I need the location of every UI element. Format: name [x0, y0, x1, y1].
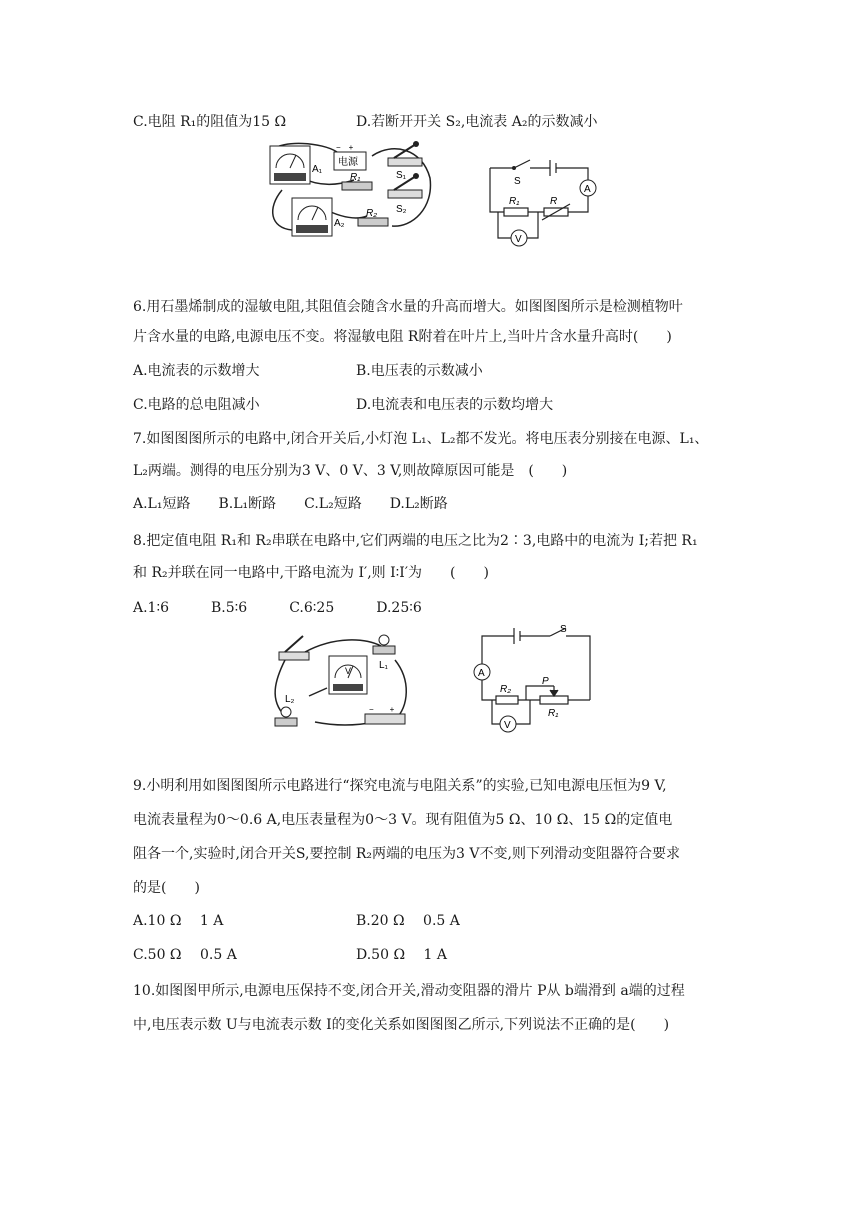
ammeter-icon — [474, 664, 490, 680]
label-p: P — [542, 676, 549, 687]
bulb-l2-icon — [275, 707, 297, 726]
label-a: A — [478, 668, 485, 679]
q6-option-c: C.电路的总电阻减小 — [133, 397, 260, 413]
q8-stem-line2: 和 R₂并联在同一电路中,干路电流为 I′,则 I∶I′为 ( ) — [133, 565, 489, 581]
ammeter-icon — [580, 180, 596, 196]
label-r1: R₁ — [548, 708, 559, 719]
label-r1: R₁ — [350, 172, 361, 183]
q9-option-b: B.20 Ω 0.5 A — [356, 913, 460, 929]
q5-option-d: D.若断开开关 S₂,电流表 A₂的示数减小 — [356, 114, 598, 130]
q9-stem-line1: 9.小明利用如图图图所示电路进行“探究电流与电阻关系”的实验,已知电源电压恒为9 V, — [133, 778, 667, 794]
ammeter-a2-icon — [292, 198, 332, 236]
label-a: A — [584, 184, 591, 195]
label-s2: S₂ — [396, 204, 407, 215]
label-v: V — [345, 666, 352, 676]
q6-stem-line1: 6.用石墨烯制成的湿敏电阻,其阻值会随含水量的升高而增大。如图图图所示是检测植物叶 — [133, 299, 683, 315]
label-s1: S₁ — [396, 170, 407, 181]
label-l1: L₁ — [379, 660, 388, 671]
q7-options: A.L₁短路 B.L₁断路 C.L₂短路 D.L₂断路 — [133, 496, 448, 512]
q9-stem-line3: 阻各一个,实验时,闭合开关S,要控制 R₂两端的电压为3 V不变,则下列滑动变阻器符合要求 — [133, 846, 680, 862]
circuit-photo-figure-2 — [265, 630, 415, 740]
voltmeter-icon — [500, 716, 516, 732]
label-r2: R₂ — [500, 684, 512, 695]
label-r2: R₂ — [366, 208, 378, 219]
switch-s1-icon — [388, 141, 422, 166]
q8-stem-line1: 8.把定值电阻 R₁和 R₂串联在电路中,它们两端的电压之比为2∶3,电路中的电流为 I;若把 R₁ — [133, 533, 698, 549]
q9-option-a: A.10 Ω 1 A — [133, 913, 224, 929]
label-v: V — [504, 720, 511, 731]
q8-options: A.1∶6 B.5∶6 C.6∶25 D.25∶6 — [133, 600, 422, 616]
label-power: 电源 — [338, 157, 358, 168]
q9-stem-line2: 电流表量程为0～0.6 A,电压表量程为0～3 V。现有阻值为5 Ω、10 Ω、15 Ω的定值电 — [133, 812, 673, 828]
q6-option-a: A.电流表的示数增大 — [133, 363, 260, 379]
switch-node — [512, 166, 516, 170]
voltmeter-device-icon — [329, 656, 367, 694]
switch-icon — [279, 636, 309, 660]
power-source-icon — [334, 143, 366, 170]
battery-icon — [365, 705, 405, 724]
q9-option-c: C.50 Ω 0.5 A — [133, 947, 237, 963]
circuit-schematic-figure-1 — [484, 148, 606, 248]
q6-option-d: D.电流表和电压表的示数均增大 — [356, 397, 554, 413]
q6-stem-line2: 片含水量的电路,电源电压不变。将湿敏电阻 R附着在叶片上,当叶片含水量升高时( ) — [133, 329, 672, 345]
svg-text:− +: − + — [369, 705, 395, 714]
label-a1: A₁ — [312, 164, 323, 175]
label-r1: R₁ — [509, 196, 520, 207]
q9-stem-line4: 的是( ) — [133, 880, 200, 896]
label-r: R — [550, 196, 558, 207]
label-a2: A₂ — [334, 218, 345, 229]
label-v: V — [515, 234, 522, 245]
q6-option-b: B.电压表的示数减小 — [356, 363, 483, 379]
q10-stem-line1: 10.如图图甲所示,电源电压保持不变,闭合开关,滑动变阻器的滑片 P从 b端滑到 a端的过程 — [133, 983, 685, 999]
label-s: S — [560, 624, 567, 635]
q10-stem-line2: 中,电压表示数 U与电流表示数 I的变化关系如图图图乙所示,下列说法不正确的是( ) — [133, 1017, 670, 1033]
voltmeter-icon — [511, 230, 527, 246]
resistor-r1-icon — [342, 172, 372, 190]
circuit-photo-figure-1 — [262, 138, 440, 248]
svg-text:− +: − + — [336, 143, 354, 152]
q9-option-d: D.50 Ω 1 A — [356, 947, 447, 963]
q7-stem-line1: 7.如图图图所示的电路中,闭合开关后,小灯泡 L₁、L₂都不发光。将电压表分别接在电源、L₁、 — [133, 431, 709, 447]
label-s: S — [514, 176, 521, 187]
q7-stem-line2: L₂两端。测得的电压分别为3 V、0 V、3 V,则故障原因可能是 ( ) — [133, 463, 568, 479]
label-l2: L₂ — [285, 694, 295, 705]
circuit-schematic-figure-2 — [470, 624, 600, 740]
q5-option-c: C.电阻 R₁的阻值为15 Ω — [133, 114, 287, 130]
ammeter-a1-icon — [270, 146, 310, 184]
